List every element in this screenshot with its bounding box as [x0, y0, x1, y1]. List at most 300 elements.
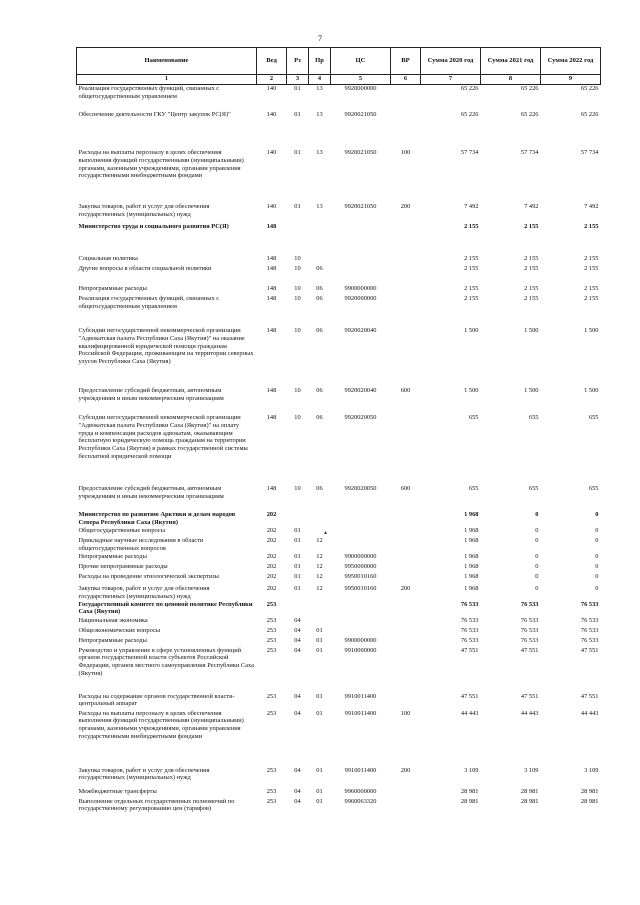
row-name: Реализация государственных функций, связанных с общегосударственным управлением — [78, 295, 220, 310]
row-vr: 200 — [400, 203, 411, 210]
row-sum-2021: 3 109 — [524, 766, 539, 774]
row-sum-2021: 76 533 — [520, 636, 539, 644]
row-ved: 253 — [266, 626, 277, 634]
row-ved: 253 — [266, 692, 277, 700]
row-name: Расходы на проведение этнологической экспертизы — [78, 573, 219, 580]
table-row — [77, 285, 601, 295]
column-number: 9 — [541, 75, 601, 85]
row-sum-2022: 28 981 — [580, 797, 599, 805]
row-ved: 140 — [266, 85, 277, 92]
row-name: Министерство по развитию Арктики и делам народов Севера Республики Саха (Якутия) — [78, 511, 236, 526]
row-vr — [391, 414, 421, 485]
table-row — [77, 693, 601, 710]
row-rz: 01 — [294, 527, 301, 534]
row-sum-2022: 0 — [595, 527, 599, 534]
row-ved: 202 — [266, 553, 277, 560]
row-sum-2021: 1 500 — [524, 327, 539, 334]
table-row — [77, 295, 601, 327]
stray-mark: ▴ — [324, 530, 328, 536]
table-row — [77, 617, 601, 627]
row-name: Министерство труда и социального развития РС(Я) — [78, 223, 229, 230]
row-cs — [331, 265, 391, 285]
row-rz — [287, 223, 309, 255]
row-sum-2021: 65 226 — [520, 111, 539, 118]
column-number: 3 — [287, 75, 309, 85]
row-ved: 202 — [266, 573, 277, 580]
row-sum-2022: 47 551 — [580, 646, 599, 654]
row-cs: 9910011400 — [344, 692, 377, 700]
row-sum-2020: 47 551 — [460, 646, 479, 654]
row-sum-2020: 1 968 — [464, 573, 479, 580]
row-sum-2022: 3 109 — [584, 766, 599, 774]
row-sum-2020: 2 155 — [464, 285, 479, 292]
row-vr — [391, 327, 421, 387]
row-pr: 06 — [316, 285, 323, 292]
row-sum-2021: 1 500 — [524, 387, 539, 394]
row-sum-2020: 655 — [468, 485, 479, 492]
row-sum-2022: 655 — [588, 485, 599, 492]
row-rz: 01 — [294, 537, 301, 544]
row-sum-2020: 44 443 — [460, 709, 479, 717]
row-name: Общеэкономические вопросы — [78, 626, 161, 634]
row-pr: 06 — [316, 295, 323, 302]
column-number: 1 — [77, 75, 257, 85]
row-sum-2021: 2 155 — [524, 265, 539, 272]
row-vr — [391, 601, 421, 617]
row-pr: 12 — [316, 537, 323, 544]
row-cs: 9920020050 — [344, 414, 377, 421]
header-ved: Вед — [257, 48, 287, 75]
row-cs: 9910011400 — [344, 709, 377, 717]
row-rz: 04 — [294, 709, 301, 717]
row-sum-2022: 0 — [595, 511, 599, 518]
row-ved: 148 — [266, 295, 277, 302]
row-ved: 148 — [266, 285, 277, 292]
row-sum-2022: 2 155 — [584, 285, 599, 292]
table-row — [77, 527, 601, 537]
row-cs: 9950010160 — [344, 573, 377, 580]
row-pr: 01 — [316, 626, 323, 634]
row-vr — [391, 693, 421, 710]
row-sum-2022: 0 — [595, 537, 599, 544]
budget-table — [76, 47, 601, 820]
row-name: Расходы на выплаты персоналу в целях обеспечения выполнения функций государственными (муниципальными) органами, казенными учреждениями, органами управления государственными внебюджетными фондами — [78, 149, 244, 180]
row-pr: 01 — [316, 766, 323, 774]
column-number: 5 — [331, 75, 391, 85]
row-pr: 06 — [316, 327, 323, 334]
row-vr: 100 — [400, 709, 411, 717]
table-row — [77, 255, 601, 265]
row-sum-2020: 76 533 — [460, 636, 479, 644]
row-cs — [331, 617, 391, 627]
header-cs: ЦС — [331, 48, 391, 75]
row-vr: 600 — [400, 387, 411, 394]
header-sum-2020: Сумма 2020 год — [421, 48, 481, 75]
row-rz: 10 — [294, 387, 301, 394]
row-sum-2021: 7 492 — [524, 203, 539, 210]
row-cs: 9920021050 — [344, 149, 377, 156]
row-rz — [287, 511, 309, 527]
row-name: Национальная экономика — [78, 616, 148, 624]
row-pr: 01 — [316, 646, 323, 654]
row-cs — [331, 627, 391, 637]
row-rz: 01 — [294, 111, 301, 118]
row-vr — [391, 255, 421, 265]
row-sum-2020: 655 — [468, 414, 479, 421]
row-sum-2022: 28 981 — [580, 787, 599, 795]
row-rz: 01 — [294, 149, 301, 156]
row-name: Предоставление субсидий бюджетным, автономным учреждениям и иным некоммерческим организациям — [78, 387, 224, 402]
row-sum-2022: 1 500 — [584, 327, 599, 334]
row-cs: 9960063320 — [344, 797, 377, 805]
row-pr: 06 — [316, 414, 323, 421]
row-name: Обеспечение деятельности ГКУ "Центр закупок РС(Я)" — [78, 111, 231, 118]
row-sum-2022: 76 533 — [580, 636, 599, 644]
row-name: Закупка товаров, работ и услуг для обеспечения государственных (муниципальных) нужд — [78, 766, 210, 782]
row-sum-2020: 2 155 — [464, 265, 479, 272]
row-cs — [331, 537, 391, 553]
table-row — [77, 537, 601, 553]
row-name: Общегосударственные вопросы — [78, 527, 166, 534]
row-sum-2020: 1 968 — [464, 511, 479, 518]
row-ved: 148 — [266, 255, 277, 262]
row-vr: 100 — [400, 149, 411, 156]
row-ved: 253 — [266, 766, 277, 774]
row-sum-2022: 65 226 — [580, 85, 599, 92]
row-sum-2021: 28 981 — [520, 787, 539, 795]
row-sum-2020: 76 533 — [460, 616, 479, 624]
table-row — [77, 788, 601, 798]
row-sum-2020: 2 155 — [464, 295, 479, 302]
table-row — [77, 414, 601, 485]
row-name: Закупка товаров, работ и услуг для обеспечения государственных (муниципальных) нужд — [78, 203, 210, 218]
row-sum-2021: 47 551 — [520, 646, 539, 654]
row-ved: 202 — [266, 527, 277, 534]
table-row — [77, 203, 601, 223]
row-name: Государственный комитет по ценовой политике Республики Саха (Якутия) — [78, 600, 253, 616]
row-vr — [391, 295, 421, 327]
row-cs: 9920020050 — [344, 485, 377, 492]
row-cs: 9950010160 — [344, 585, 377, 592]
row-sum-2022: 0 — [595, 553, 599, 560]
row-pr: 01 — [316, 636, 323, 644]
row-sum-2020: 47 551 — [460, 692, 479, 700]
row-vr — [391, 627, 421, 637]
row-pr — [309, 617, 331, 627]
row-vr — [391, 563, 421, 573]
row-ved: 140 — [266, 149, 277, 156]
row-sum-2021: 2 155 — [524, 223, 539, 230]
row-vr — [391, 111, 421, 149]
row-sum-2021: 0 — [535, 537, 539, 544]
row-ved: 253 — [266, 797, 277, 805]
row-cs: 9920021050 — [344, 111, 377, 118]
column-number: 7 — [421, 75, 481, 85]
row-sum-2022: 76 533 — [580, 600, 599, 608]
row-sum-2020: 7 492 — [464, 203, 479, 210]
page-number: 7 — [318, 34, 322, 43]
row-sum-2020: 28 981 — [460, 797, 479, 805]
row-vr — [391, 647, 421, 693]
row-sum-2021: 47 551 — [520, 692, 539, 700]
row-rz: 01 — [294, 563, 301, 570]
row-name: Прикладные научные исследования в области общегосударственных вопросов — [78, 537, 204, 552]
header-rz: Рз — [287, 48, 309, 75]
row-pr: 01 — [316, 709, 323, 717]
row-name: Непрограммные расходы — [78, 553, 147, 560]
row-cs — [331, 255, 391, 265]
row-pr — [309, 511, 331, 527]
row-rz: 01 — [294, 573, 301, 580]
row-vr — [391, 798, 421, 820]
row-sum-2021: 0 — [535, 527, 539, 534]
row-vr — [391, 788, 421, 798]
table-row — [77, 553, 601, 563]
row-rz: 04 — [294, 797, 301, 805]
row-rz: 10 — [294, 265, 301, 272]
row-pr: 06 — [316, 485, 323, 492]
row-pr: 13 — [316, 111, 323, 118]
row-rz: 04 — [294, 636, 301, 644]
row-sum-2021: 655 — [528, 414, 539, 421]
row-sum-2021: 28 981 — [520, 797, 539, 805]
row-pr: 12 — [316, 563, 323, 570]
row-ved: 140 — [266, 111, 277, 118]
row-vr — [391, 527, 421, 537]
row-cs: 9910000000 — [344, 646, 377, 654]
row-sum-2021: 44 443 — [520, 709, 539, 717]
row-vr: 600 — [400, 485, 411, 492]
row-rz: 01 — [294, 85, 301, 92]
row-name: Реализация государственных функций, связанных с общегосударственным управлением — [78, 85, 220, 100]
row-sum-2021: 0 — [535, 563, 539, 570]
row-vr — [391, 223, 421, 255]
row-sum-2021: 2 155 — [524, 285, 539, 292]
row-rz: 10 — [294, 327, 301, 334]
row-ved: 148 — [266, 265, 277, 272]
row-name: Выполнение отдельных государственных полномочий по государственному регулированию цен (тарифов) — [78, 797, 235, 813]
row-sum-2020: 1 968 — [464, 585, 479, 592]
row-sum-2020: 28 981 — [460, 787, 479, 795]
row-name: Расходы на содержание органов государственной власти- центральный аппарат — [78, 692, 235, 708]
row-sum-2022: 2 155 — [584, 255, 599, 262]
row-ved: 253 — [266, 709, 277, 717]
row-ved: 148 — [266, 223, 277, 230]
row-sum-2020: 76 533 — [460, 626, 479, 634]
header-name: Наименование — [77, 48, 257, 75]
table-row — [77, 647, 601, 693]
row-vr: 200 — [400, 766, 411, 774]
row-ved: 148 — [266, 414, 277, 421]
row-ved: 148 — [266, 485, 277, 492]
row-rz: 04 — [294, 787, 301, 795]
row-cs: 9920000000 — [344, 295, 377, 302]
row-rz: 04 — [294, 626, 301, 634]
row-ved: 202 — [266, 511, 277, 518]
row-sum-2020: 2 155 — [464, 255, 479, 262]
row-rz: 04 — [294, 646, 301, 654]
row-cs: 9910011400 — [344, 766, 377, 774]
row-pr — [309, 255, 331, 265]
row-sum-2022: 0 — [595, 585, 599, 592]
row-rz: 10 — [294, 485, 301, 492]
row-rz: 10 — [294, 285, 301, 292]
column-number: 2 — [257, 75, 287, 85]
row-sum-2022: 655 — [588, 414, 599, 421]
table-row — [77, 111, 601, 149]
table-row — [77, 327, 601, 387]
row-vr — [391, 573, 421, 585]
row-sum-2021: 76 533 — [520, 626, 539, 634]
row-vr — [391, 85, 421, 112]
row-pr: 01 — [316, 797, 323, 805]
row-cs: 9920000000 — [344, 85, 377, 92]
table-row — [77, 637, 601, 647]
row-rz: 01 — [294, 585, 301, 592]
row-sum-2021: 0 — [535, 573, 539, 580]
row-cs: 9920021050 — [344, 203, 377, 210]
row-ved: 253 — [266, 646, 277, 654]
row-pr: 12 — [316, 553, 323, 560]
row-ved: 202 — [266, 585, 277, 592]
row-name: Субсидии негосударственной некоммерческой организации "Адвокатская палата Республики Саха (Якутия)" на оплату труда и компенсации расходов адвокатам, оказывающим бесплатную юридическую помощь гражданам на территории Республики Саха (Якутия) в рамках государственной системы бесплатной юридической помощи — [78, 414, 248, 461]
row-cs — [331, 511, 391, 527]
row-sum-2020: 3 109 — [464, 766, 479, 774]
row-sum-2022: 76 533 — [580, 626, 599, 634]
header-sum-2022: Сумма 2022 год — [541, 48, 601, 75]
table-row — [77, 710, 601, 767]
row-name: Предоставление субсидий бюджетным, автономным учреждениям и иным некоммерческим организациям — [78, 485, 224, 500]
row-sum-2021: 0 — [535, 511, 539, 518]
row-name: Социальная политика — [78, 255, 138, 262]
row-sum-2022: 2 155 — [584, 295, 599, 302]
row-pr: 13 — [316, 149, 323, 156]
row-vr — [391, 617, 421, 627]
row-ved: 253 — [266, 600, 277, 608]
row-ved: 253 — [266, 636, 277, 644]
table-row — [77, 85, 601, 112]
row-name: Непрограммные расходы — [78, 285, 147, 292]
row-sum-2021: 76 533 — [520, 600, 539, 608]
row-cs — [331, 601, 391, 617]
row-pr: 06 — [316, 387, 323, 394]
row-pr: 12 — [316, 573, 323, 580]
row-sum-2021: 57 734 — [520, 149, 539, 156]
row-rz: 10 — [294, 255, 301, 262]
row-sum-2022: 65 226 — [580, 111, 599, 118]
row-sum-2022: 57 734 — [580, 149, 599, 156]
row-ved: 253 — [266, 616, 277, 624]
row-sum-2021: 655 — [528, 485, 539, 492]
table-row — [77, 265, 601, 285]
header-row — [77, 48, 601, 75]
row-sum-2020: 1 968 — [464, 527, 479, 534]
row-cs: 9960000000 — [344, 787, 377, 795]
row-pr: 01 — [316, 787, 323, 795]
row-sum-2021: 0 — [535, 553, 539, 560]
row-sum-2022: 1 500 — [584, 387, 599, 394]
row-sum-2020: 76 533 — [460, 600, 479, 608]
row-name: Непрограммные расходы — [78, 636, 147, 644]
row-rz: 04 — [294, 692, 301, 700]
row-pr: 01 — [316, 692, 323, 700]
row-sum-2020: 2 155 — [464, 223, 479, 230]
row-name: Другие вопросы в области социальной политики — [78, 265, 212, 272]
row-pr — [309, 527, 331, 537]
row-sum-2022: 2 155 — [584, 265, 599, 272]
row-sum-2022: 2 155 — [584, 223, 599, 230]
row-vr — [391, 285, 421, 295]
table-row — [77, 563, 601, 573]
row-vr — [391, 553, 421, 563]
row-sum-2020: 1 968 — [464, 563, 479, 570]
row-name: Закупка товаров, работ и услуг для обеспечения государственных (муниципальных) нужд — [78, 585, 210, 600]
row-sum-2022: 44 443 — [580, 709, 599, 717]
row-name: Субсидии негосударственной некоммерческой организации "Адвокатская палата Республики Саха (Якутия)" на оказание квалифицированной юридической помощи гражданам Российской Федерации, проживающим на территории северных улусов Республики Саха (Якутия) — [78, 327, 254, 366]
row-vr — [391, 637, 421, 647]
row-vr — [391, 537, 421, 553]
row-cs: 9920020040 — [344, 327, 377, 334]
row-rz: 04 — [294, 766, 301, 774]
column-number: 6 — [391, 75, 421, 85]
header-vr: ВР — [391, 48, 421, 75]
row-sum-2021: 65 226 — [520, 85, 539, 92]
row-sum-2020: 1 500 — [464, 327, 479, 334]
row-sum-2020: 65 226 — [460, 85, 479, 92]
table-row — [77, 573, 601, 585]
row-sum-2022: 0 — [595, 563, 599, 570]
row-cs: 9920020040 — [344, 387, 377, 394]
row-ved: 148 — [266, 387, 277, 394]
header-pr: Пр — [309, 48, 331, 75]
row-sum-2021: 0 — [535, 585, 539, 592]
row-vr — [391, 511, 421, 527]
row-pr — [309, 601, 331, 617]
row-rz: 04 — [294, 616, 301, 624]
row-rz: 01 — [294, 203, 301, 210]
row-cs: 9900000000 — [344, 285, 377, 292]
row-ved: 202 — [266, 563, 277, 570]
row-ved: 253 — [266, 787, 277, 795]
row-sum-2021: 2 155 — [524, 255, 539, 262]
row-cs: 9900000000 — [344, 553, 377, 560]
row-cs: 9950000000 — [344, 563, 377, 570]
row-sum-2020: 1 500 — [464, 387, 479, 394]
table-row — [77, 223, 601, 255]
column-number: 4 — [309, 75, 331, 85]
table-row — [77, 585, 601, 601]
column-number-row — [77, 75, 601, 85]
row-name: Руководство и управление в сфере установленных функций органов государственной власти субъектов Российской Федерации, органов местного самоуправления Республики Саха (Якутия) — [78, 646, 254, 678]
row-name: Прочие непрограммные расходы — [78, 563, 168, 570]
row-ved: 140 — [266, 203, 277, 210]
row-sum-2020: 1 968 — [464, 553, 479, 560]
table-row — [77, 798, 601, 820]
row-sum-2020: 57 734 — [460, 149, 479, 156]
row-pr: 06 — [316, 265, 323, 272]
row-pr: 12 — [316, 585, 323, 592]
table-row — [77, 511, 601, 527]
table-row — [77, 767, 601, 788]
row-sum-2021: 76 533 — [520, 616, 539, 624]
row-sum-2022: 76 533 — [580, 616, 599, 624]
row-cs: 9900000000 — [344, 636, 377, 644]
row-vr: 200 — [400, 585, 411, 592]
row-sum-2022: 0 — [595, 573, 599, 580]
row-rz: 10 — [294, 414, 301, 421]
table-row — [77, 485, 601, 511]
row-ved: 202 — [266, 537, 277, 544]
